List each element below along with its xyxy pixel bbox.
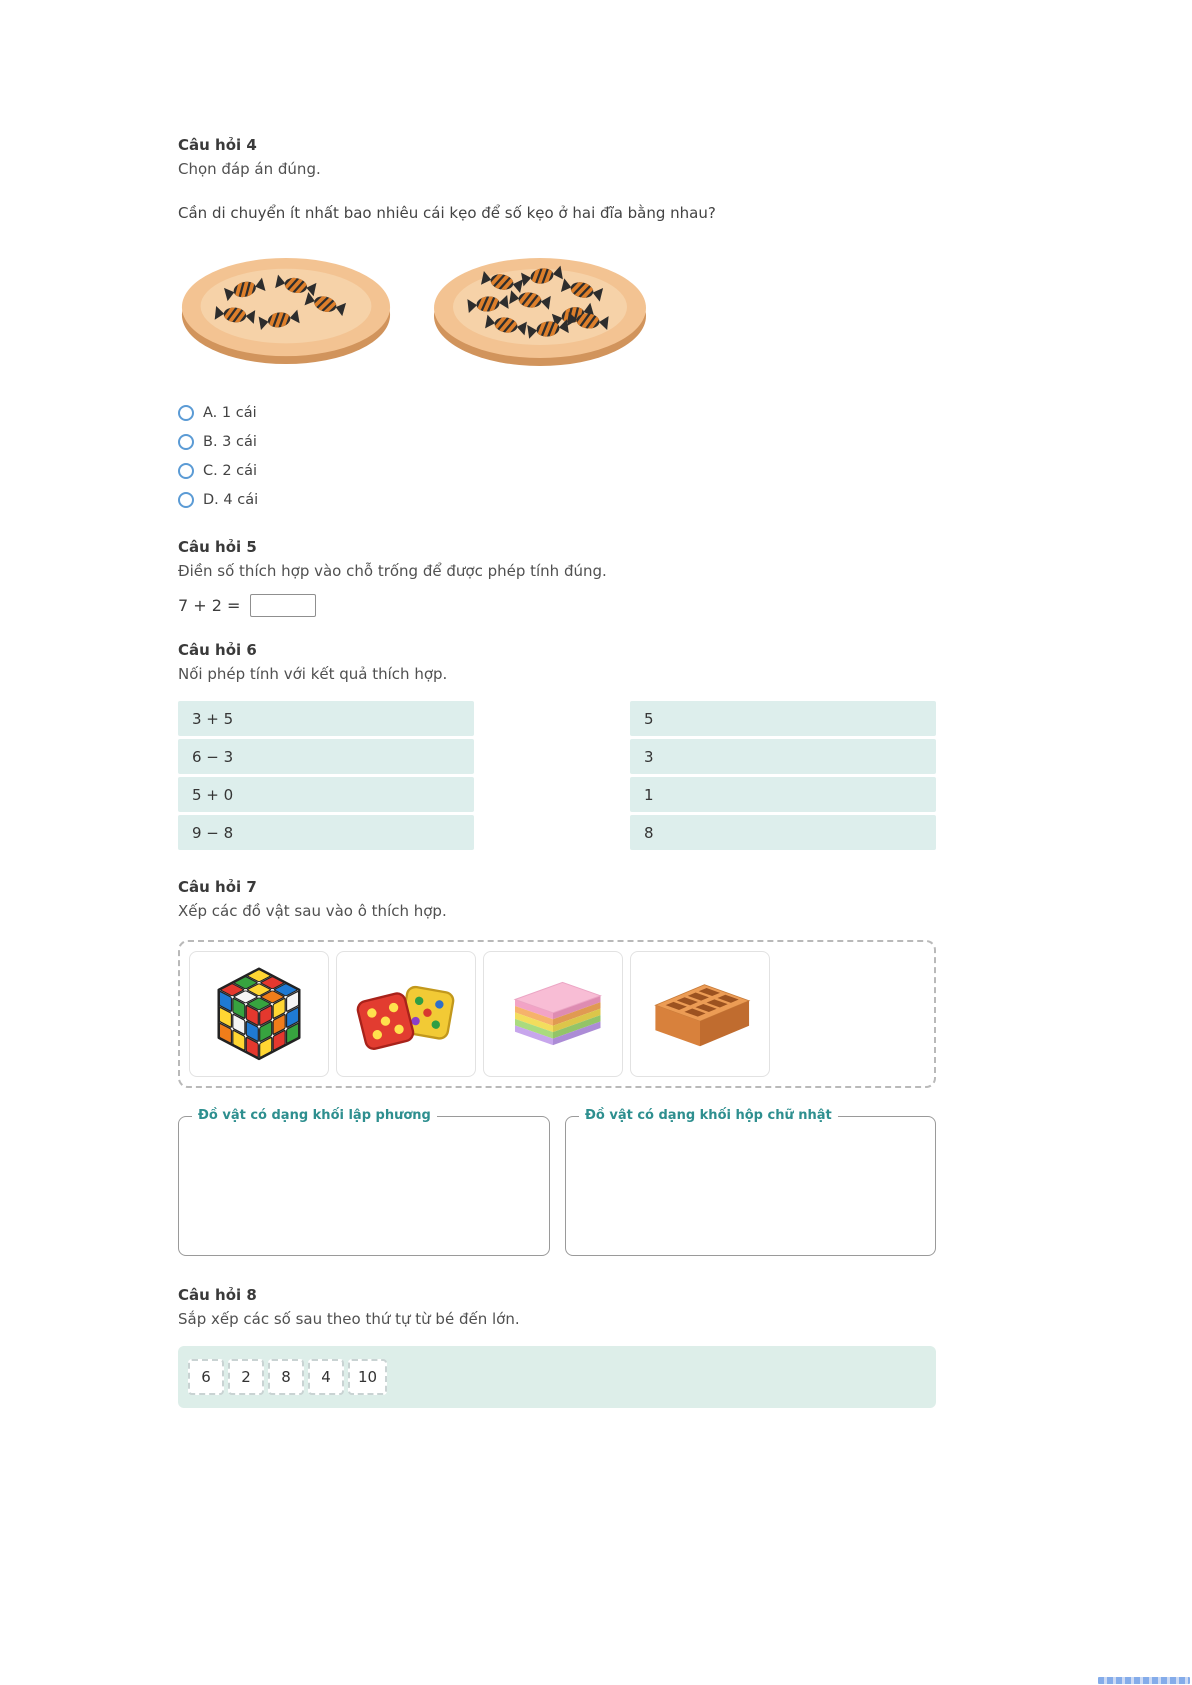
question-7-title: Câu hỏi 7	[178, 878, 257, 896]
option-label: B. 3 cái	[203, 433, 257, 450]
item-card-dice[interactable]	[336, 951, 476, 1077]
question-7	[178, 878, 936, 1256]
match-result-3[interactable]: 1	[630, 777, 936, 812]
number-tile-3[interactable]: 8	[268, 1359, 304, 1395]
radio-icon[interactable]	[178, 463, 194, 479]
question-5	[178, 538, 936, 617]
question-8	[178, 1286, 936, 1408]
brick-image	[642, 974, 758, 1054]
answer-option-a[interactable]	[178, 398, 936, 427]
match-result-1[interactable]: 5	[630, 701, 936, 736]
answer-input[interactable]	[250, 594, 316, 617]
match-expression-1[interactable]: 3 + 5	[178, 701, 474, 736]
option-label: C. 2 cái	[203, 462, 258, 479]
dice-image	[350, 967, 462, 1060]
answer-option-b[interactable]	[178, 427, 936, 456]
numbers-panel	[178, 1346, 936, 1408]
item-card-rubik-cube[interactable]	[189, 951, 329, 1077]
match-expression-4[interactable]: 9 − 8	[178, 815, 474, 850]
question-4-text: Cần di chuyển ít nhất bao nhiêu cái kẹo để số kẹo ở hai đĩa bằng nhau?	[178, 204, 716, 222]
drop-zones	[178, 1108, 936, 1256]
answer-options	[178, 398, 936, 514]
match-result-2[interactable]: 3	[630, 739, 936, 774]
number-tile-1[interactable]: 6	[188, 1359, 224, 1395]
rubik-cube-image	[211, 961, 307, 1067]
match-expression-3[interactable]: 5 + 0	[178, 777, 474, 812]
answer-option-c[interactable]	[178, 456, 936, 485]
plate-left	[178, 248, 394, 374]
question-6-title: Câu hỏi 6	[178, 641, 257, 659]
match-expressions-column	[178, 701, 474, 850]
match-expression-2[interactable]: 6 − 3	[178, 739, 474, 774]
plate-right	[430, 248, 650, 376]
radio-icon[interactable]	[178, 492, 194, 508]
candy-plates	[178, 248, 936, 376]
question-8-title: Câu hỏi 8	[178, 1286, 257, 1304]
drop-zone-rectangular-box-label: Đồ vật có dạng khối hộp chữ nhật	[579, 1108, 838, 1123]
option-label: D. 4 cái	[203, 491, 259, 508]
question-6-subtitle: Nối phép tính với kết quả thích hợp.	[178, 665, 448, 683]
question-8-subtitle: Sắp xếp các số sau theo thứ tự từ bé đến lớn.	[178, 1310, 520, 1328]
equation-text: 7 + 2 =	[178, 596, 241, 615]
paper-stack-image	[496, 971, 610, 1057]
plate-left-image	[178, 248, 394, 374]
drop-zone-cube-label: Đồ vật có dạng khối lập phương	[192, 1108, 437, 1123]
plate-right-image	[430, 248, 650, 376]
question-4-subtitle: Chọn đáp án đúng.	[178, 160, 321, 178]
radio-icon[interactable]	[178, 405, 194, 421]
number-tile-2[interactable]: 2	[228, 1359, 264, 1395]
question-4	[178, 136, 936, 514]
question-5-title: Câu hỏi 5	[178, 538, 257, 556]
number-tile-4[interactable]: 4	[308, 1359, 344, 1395]
match-result-4[interactable]: 8	[630, 815, 936, 850]
answer-option-d[interactable]	[178, 485, 936, 514]
item-card-brick[interactable]	[630, 951, 770, 1077]
radio-icon[interactable]	[178, 434, 194, 450]
item-card-paper-stack[interactable]	[483, 951, 623, 1077]
question-4-title: Câu hỏi 4	[178, 136, 257, 154]
question-5-subtitle: Điền số thích hợp vào chỗ trống để được phép tính đúng.	[178, 562, 607, 580]
match-area	[178, 701, 936, 850]
drop-zone-cube[interactable]	[178, 1108, 550, 1256]
question-6	[178, 641, 936, 850]
option-label: A. 1 cái	[203, 404, 257, 421]
drop-zone-rectangular-box[interactable]	[565, 1108, 936, 1256]
quiz-content	[178, 136, 936, 1408]
items-tray	[178, 940, 936, 1088]
watermark	[1098, 1677, 1190, 1684]
match-results-column	[630, 701, 936, 850]
question-7-subtitle: Xếp các đồ vật sau vào ô thích hợp.	[178, 902, 447, 920]
number-tile-5[interactable]: 10	[348, 1359, 387, 1395]
equation-row	[178, 594, 936, 617]
